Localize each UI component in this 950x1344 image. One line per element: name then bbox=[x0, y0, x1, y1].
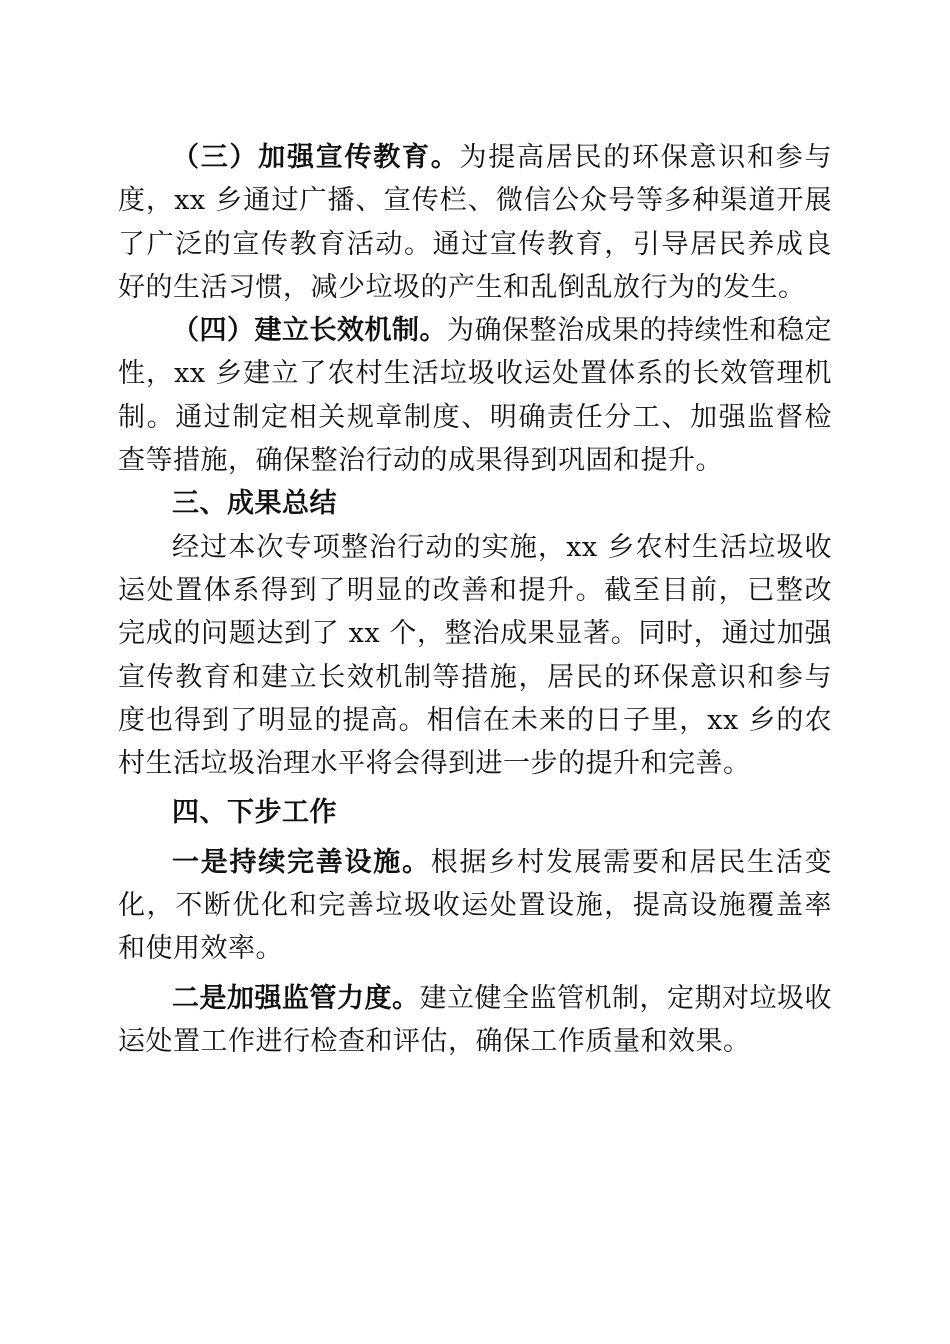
section-heading-results: 三、成果总结 bbox=[172, 488, 337, 520]
paragraph-body: 为确保整治成果的持续性和稳定性，xx 乡建立了农村生活垃圾收运处置体系的长效管理机制。通过制定相关规章制度、明确责任分工、加强监督检查等措施，确保整治行动的成果得到巩固和提升。 bbox=[118, 315, 832, 477]
section-heading-next-steps: 四、下步工作 bbox=[172, 797, 337, 829]
paragraph-lead: 二是加强监管力度。 bbox=[172, 982, 420, 1014]
paragraph-body: 建立健全监管机制，定期对垃圾收运处置工作进行检查和评估，确保工作质量和效果。 bbox=[118, 982, 832, 1057]
paragraph-publicity-education bbox=[118, 136, 832, 309]
paragraph-improve-facilities bbox=[118, 841, 832, 971]
paragraph-lead: （三）加强宣传教育。 bbox=[172, 142, 460, 173]
paragraph-lead: （四）建立长效机制。 bbox=[172, 315, 447, 347]
document-page bbox=[118, 136, 832, 1063]
paragraph-body: 根据乡村发展需要和居民生活变化，不断优化和完善垃圾收运处置设施，提高设施覆盖率和使用效率。 bbox=[118, 846, 832, 965]
paragraph-strengthen-supervision bbox=[118, 977, 832, 1064]
paragraph-lead: 一是持续完善设施。 bbox=[172, 846, 431, 878]
paragraph-results-summary: 经过本次专项整治行动的实施，xx 乡农村生活垃圾收运处置体系得到了明显的改善和提升。截至目前，已整改完成的问题达到了 xx 个，整治成果显著。同时，通过加强宣传教育和建立长效机制等措施，居民的环保意识和参与度也得到了明显的提高。相信在未来的日子里，xx 乡的农村生活垃圾治理水平将会得到进一步的提升和完善。 bbox=[118, 531, 832, 780]
paragraph-long-term-mechanism bbox=[118, 309, 832, 482]
paragraph-body: 为提高居民的环保意识和参与度，xx 乡通过广播、宣传栏、微信公众号等多种渠道开展了广泛的宣传教育活动。通过宣传教育，引导居民养成良好的生活习惯，减少垃圾的产生和乱倒乱放行为的发生。 bbox=[118, 142, 832, 303]
